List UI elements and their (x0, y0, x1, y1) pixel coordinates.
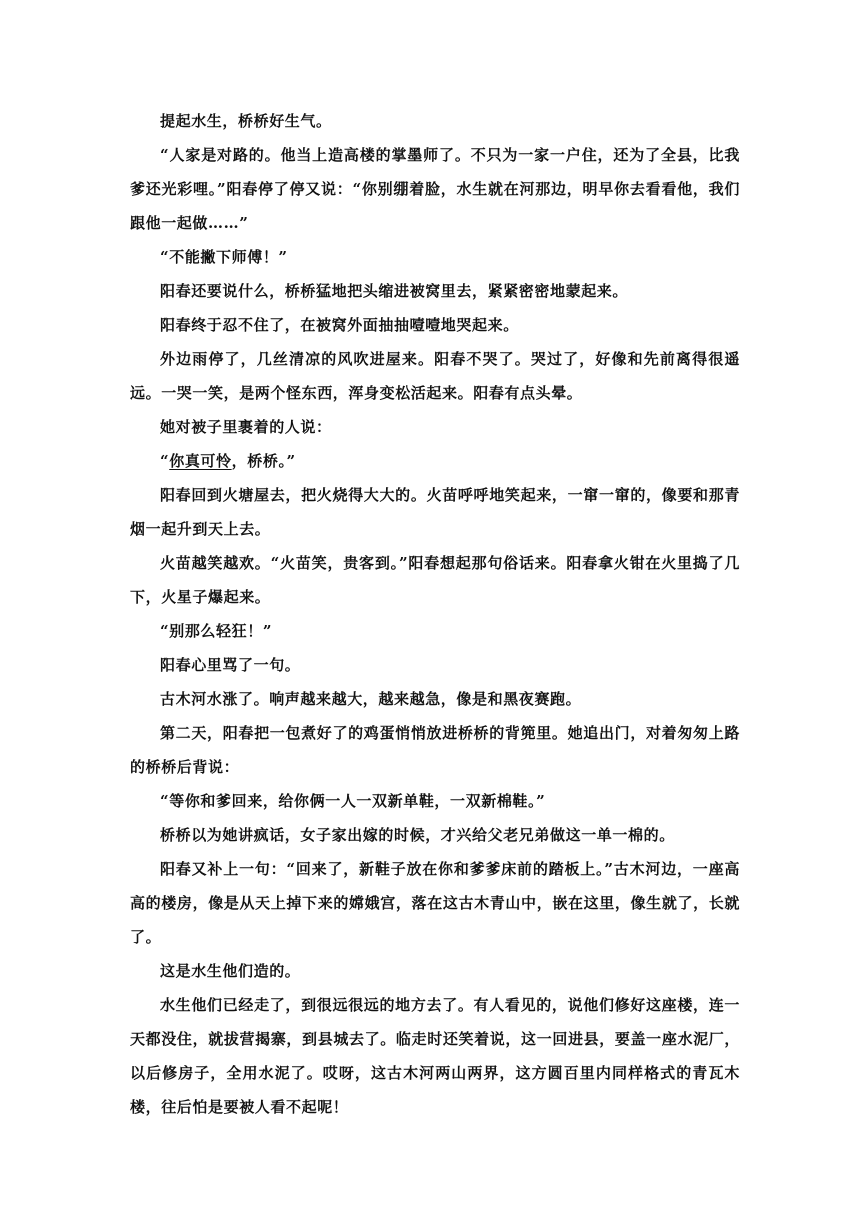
paragraph: 阳春回到火塘屋去，把火烧得大大的。火苗呼呼地笑起来，一窜一窜的，像要和那青烟一起升到天上去。 (130, 486, 740, 538)
paragraph: 桥桥以为她讲疯话，女子家出嫁的时候，才兴给父老兄弟做这一单一棉的。 (160, 826, 675, 844)
quote-rest: ，桥桥。” (231, 452, 296, 470)
paragraph: 这是水生他们造的。 (160, 962, 301, 980)
quote-open: “ (160, 452, 170, 470)
paragraph: 阳春又补上一句：“回来了，新鞋子放在你和爹爹床前的踏板上。”古木河边，一座高高的楼房，像是从天上掉下来的嫦娥宫，落在这古木青山中，嵌在这里，像生就了，长就了。 (130, 860, 740, 946)
paragraph: 古木河水涨了。响声越来越大，越来越急，像是和黑夜赛跑。 (160, 690, 582, 708)
paragraph: “不能撇下师傅！” (160, 248, 288, 266)
paragraph: 阳春心里骂了一句。 (160, 656, 301, 674)
paragraph: “人家是对路的。他当上造高楼的掌墨师了。不只为一家一户住，还为了全县，比我爹还光彩哩。”阳春停了停又说：“你别绷着脸，水生就在河那边，明早你去看看他，我们跟他一起做……” (130, 146, 740, 232)
paragraph: 阳春还要说什么，桥桥猛地把头缩进被窝里去，紧紧密密地蒙起来。 (160, 282, 629, 300)
paragraph: 提起水生，桥桥好生气。 (160, 112, 332, 130)
paragraph: 外边雨停了，几丝清凉的风吹进屋来。阳春不哭了。哭过了，好像和先前离得很遥远。一哭一笑，是两个怪东西，浑身变松活起来。阳春有点头晕。 (130, 350, 740, 402)
document-body (130, 104, 740, 1124)
paragraph: 火苗越笑越欢。“火苗笑，贵客到。”阳春想起那句俗话来。阳春拿火钳在火里捣了几下，火星子爆起来。 (130, 554, 740, 606)
paragraph: 第二天，阳春把一包煮好了的鸡蛋悄悄放进桥桥的背篼里。她追出门，对着匆匆上路的桥桥后背说： (130, 724, 740, 776)
underlined-phrase: 你真可怜 (169, 452, 232, 470)
paragraph: 水生他们已经走了，到很远很远的地方去了。有人看见的，说他们修好这座楼，连一天都没住，就拔营揭寨，到县城去了。临走时还笑着说，这一回进县，要盖一座水泥厂，以后修房子，全用水泥了。哎呀，这古木河两山两界，这方圆百里内同样格式的青瓦木楼，往后怕是要被人看不起呢！ (130, 996, 740, 1116)
paragraph: 阳春终于忍不住了，在被窝外面抽抽噎噎地哭起来。 (160, 316, 519, 334)
paragraph: “别那么轻狂！” (160, 622, 273, 640)
underlined-quote-paragraph (130, 444, 740, 478)
paragraph: 她对被子里裹着的人说： (160, 418, 332, 436)
paragraph: “等你和爹回来，给你俩一人一双新单鞋，一双新棉鞋。” (160, 792, 546, 810)
